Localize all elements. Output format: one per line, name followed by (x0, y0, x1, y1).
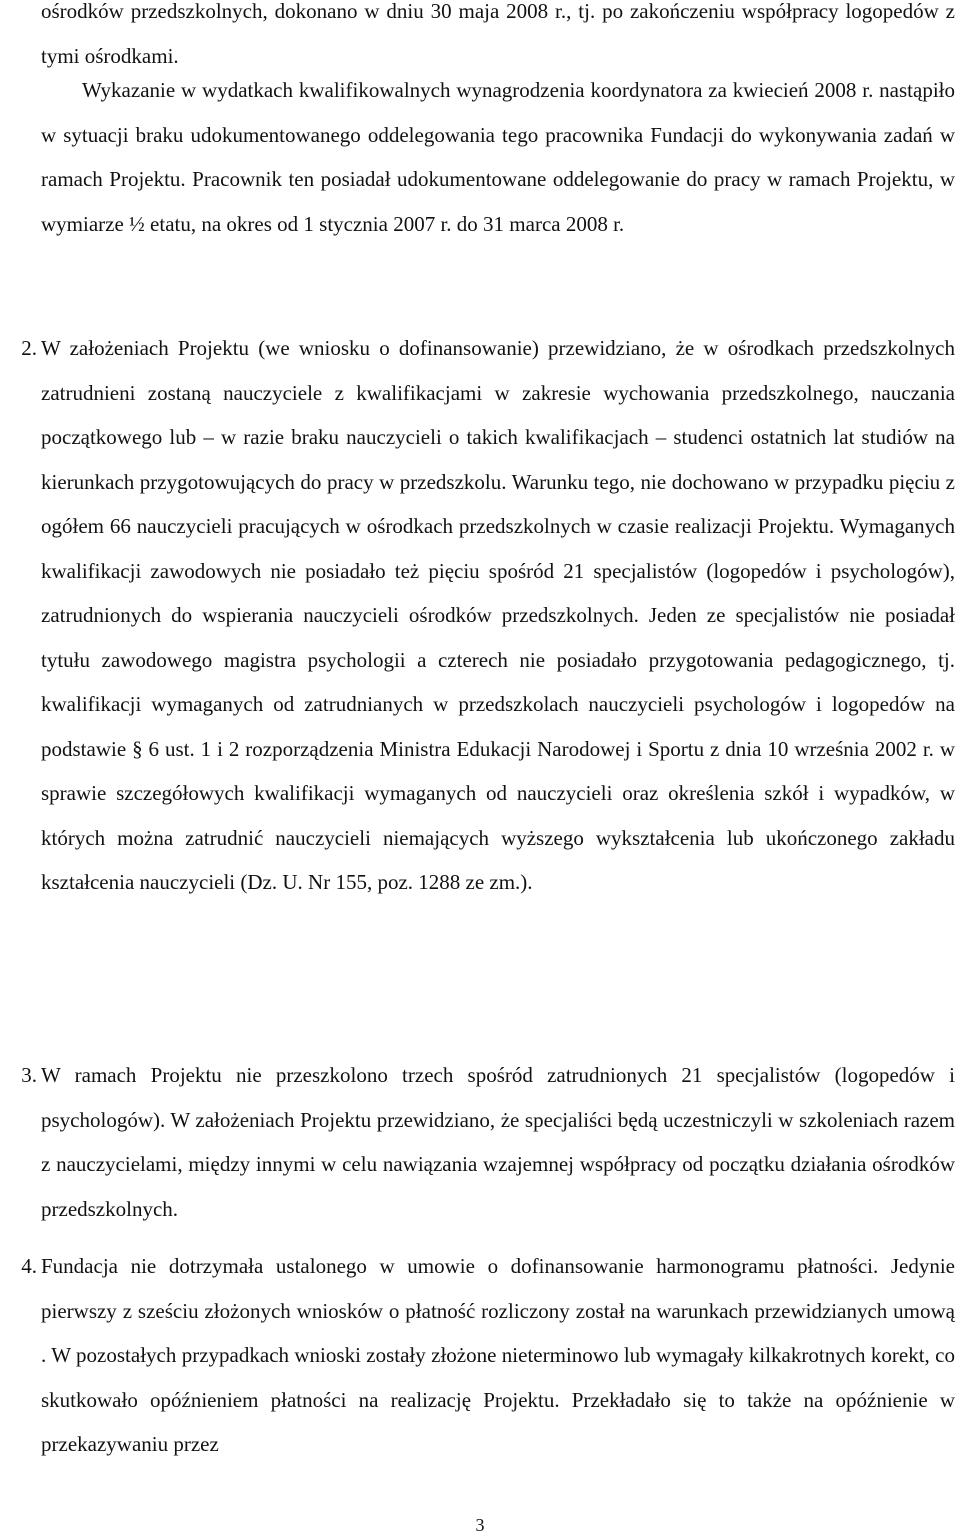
list-number: 4. (21, 1254, 37, 1278)
paragraph-text: ośrodków przedszkolnych, dokonano w dniu 30 maja 2008 r., tj. po zakończeniu współpracy logopedów z tymi ośrodkami. (41, 0, 955, 68)
paragraph-text: Fundacja nie dotrzymała ustalonego w umowie o dofinansowanie harmonogramu płatności. Jedynie pierwszy z sześciu złożonych wniosków o płatność rozliczony został na warunkach przewidzianych umową . W pozostałych przypadkach wnioski zostały złożone nieterminowo lub wymagały kilkakrotnych korekt, co skutkowało opóźnieniem płatności na realizację Projektu. Przekładało się to także na opóźnienie w przekazywaniu przez (41, 1254, 955, 1456)
paragraph-item-2 (21, 326, 955, 905)
paragraph-continuation (41, 0, 955, 78)
paragraph-coordinator-salary (41, 68, 955, 246)
paragraph-text: W założeniach Projektu (we wniosku o dofinansowanie) przewidziano, że w ośrodkach przedszkolnych zatrudnieni zostaną nauczyciele z kwalifikacjami w zakresie wychowania przedszkolnego, nauczania początkowego lub – w razie braku nauczycieli o takich kwalifikacjach – studenci ostatnich lat studiów na kierunkach przygotowujących do pracy w przedszkolu. Warunku tego, nie dochowano w przypadku pięciu z ogółem 66 nauczycieli pracujących w ośrodkach przedszkolnych w czasie realizacji Projektu. Wymaganych kwalifikacji zawodowych nie posiadało też pięciu spośród 21 specjalistów (logopedów i psychologów), zatrudnionych do wspierania nauczycieli ośrodków przedszkolnych. Jeden ze specjalistów nie posiadał tytułu zawodowego magistra psychologii a czterech nie posiadało przygotowania pedagogicznego, tj. kwalifikacji wymaganych od zatrudnianych w przedszkolach nauczycieli psychologów i logopedów na podstawie § 6 ust. 1 i 2 rozporządzenia Ministra Edukacji Narodowej i Sportu z dnia 10 września 2002 r. w sprawie szczegółowych kwalifikacji wymaganych od nauczycieli oraz określenia szkół i wypadków, w których można zatrudnić nauczycieli niemających wyższego wykształcenia lub ukończonego zakładu kształcenia nauczycieli (Dz. U. Nr 155, poz. 1288 ze zm.). (41, 336, 955, 894)
list-number: 2. (21, 336, 37, 360)
paragraph-text: W ramach Projektu nie przeszkolono trzech spośród zatrudnionych 21 specjalistów (logopedów i psychologów). W założeniach Projektu przewidziano, że specjaliści będą uczestniczyli w szkoleniach razem z nauczycielami, między innymi w celu nawiązania wzajemnej współpracy od początku działania ośrodków przedszkolnych. (41, 1063, 955, 1221)
paragraph-item-3 (21, 1053, 955, 1231)
list-number: 3. (21, 1063, 37, 1087)
paragraph-text: Wykazanie w wydatkach kwalifikowalnych wynagrodzenia koordynatora za kwiecień 2008 r. nastąpiło w sytuacji braku udokumentowanego oddelegowania tego pracownika Fundacji do wykonywania zadań w ramach Projektu. Pracownik ten posiadał udokumentowane oddelegowanie do pracy w ramach Projektu, w wymiarze ½ etatu, na okres od 1 stycznia 2007 r. do 31 marca 2008 r. (41, 78, 955, 236)
paragraph-item-4 (21, 1244, 955, 1467)
page-number: 3 (475, 1515, 485, 1535)
